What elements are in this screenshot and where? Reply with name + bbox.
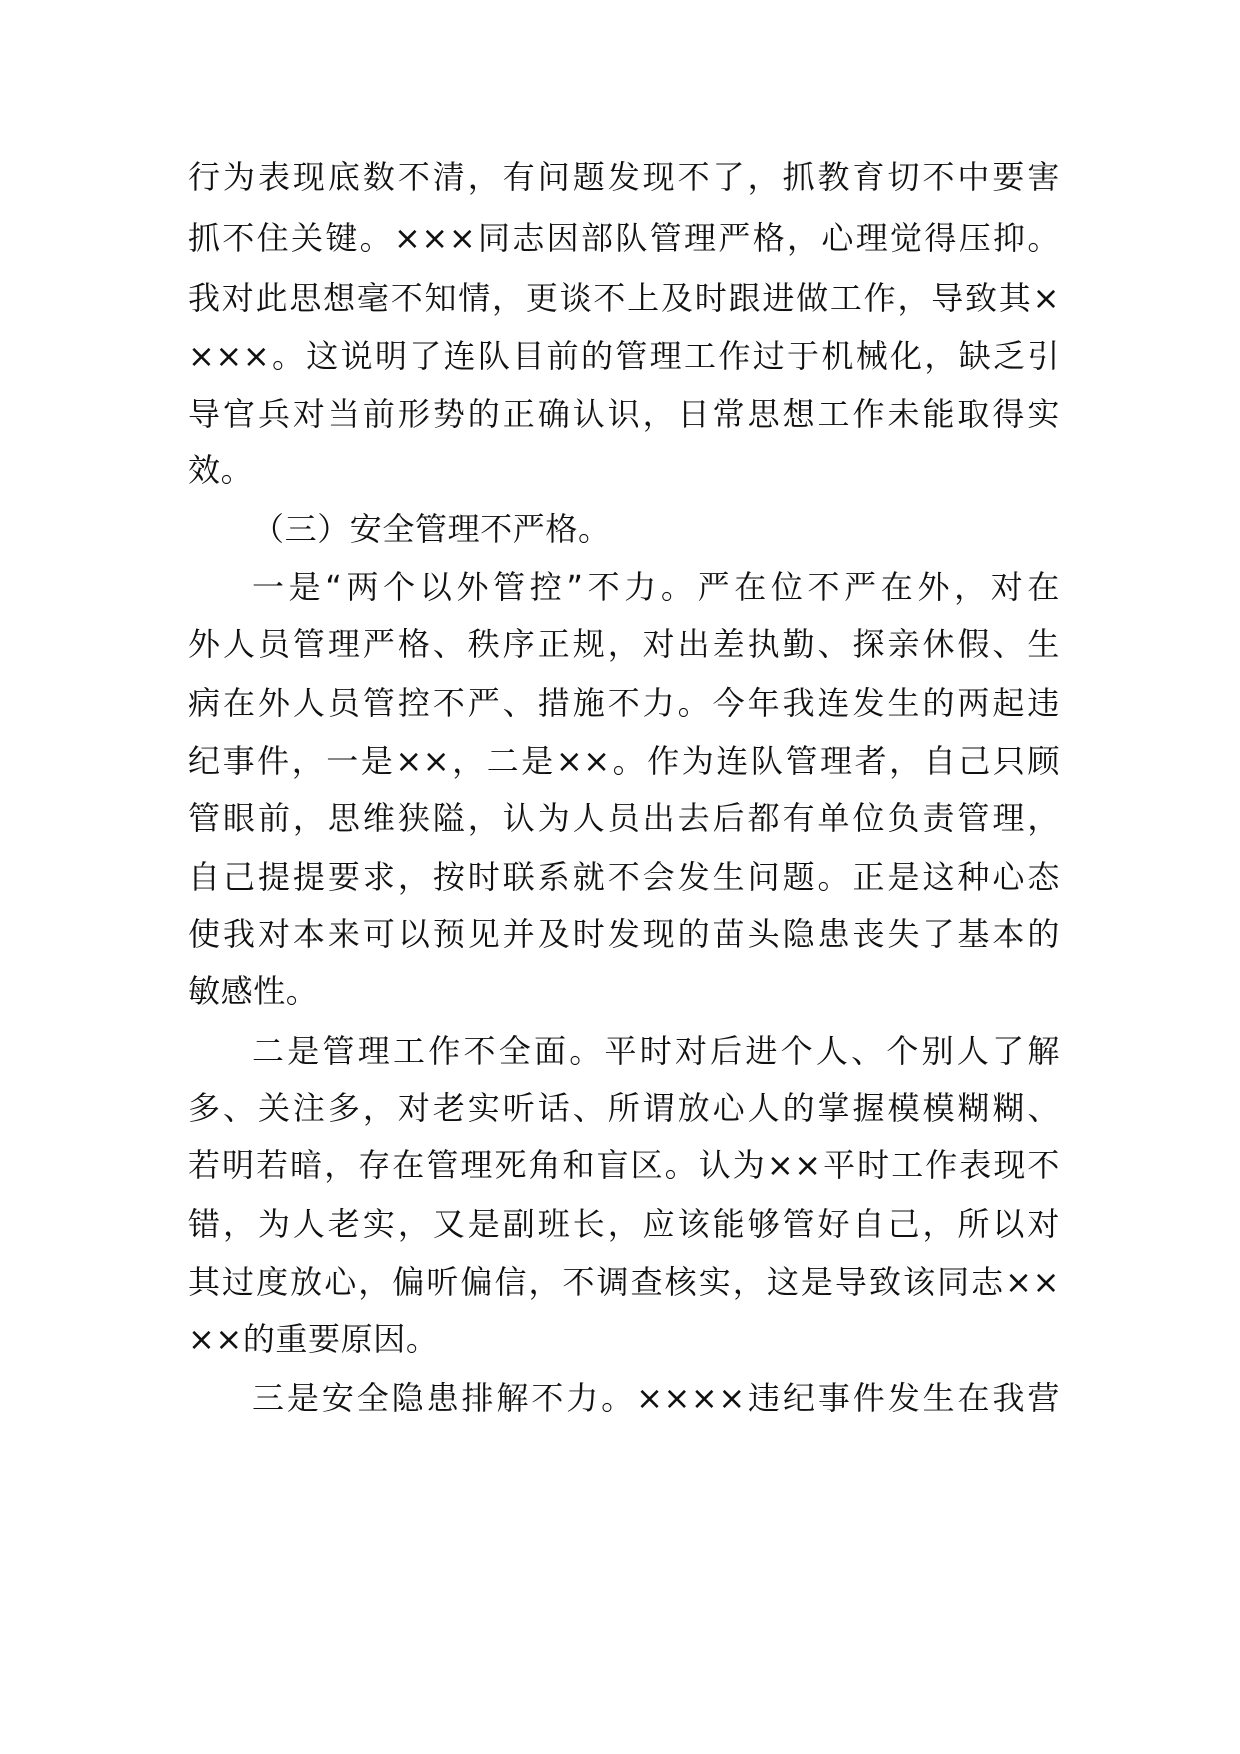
section-heading: （三）安全管理不严格。: [252, 510, 611, 548]
text-line: 多、关注多，对老实听话、所谓放心人的掌握模模糊糊、: [188, 1089, 1060, 1127]
text-line: 我对此思想毫不知情，更谈不上及时跟进做工作，导致其×: [188, 279, 1060, 317]
text-line: 敏感性。: [188, 972, 319, 1010]
text-line: 其过度放心，偏听偏信，不调查核实，这是导致该同志××: [188, 1263, 1060, 1301]
text-line: ××的重要原因。: [188, 1320, 439, 1358]
text-line: 效。: [188, 451, 254, 489]
text-line: 自己提提要求，按时联系就不会发生问题。正是这种心态: [188, 858, 1060, 896]
text-line: 导官兵对当前形势的正确认识，日常思想工作未能取得实: [188, 395, 1060, 433]
text-line: 管眼前，思维狭隘，认为人员出去后都有单位负责管理，: [188, 799, 1060, 837]
text-line: ×××。这说明了连队目前的管理工作过于机械化，缺乏引: [188, 337, 1060, 375]
text-line: 二是管理工作不全面。平时对后进个人、个别人了解: [252, 1032, 1060, 1070]
text-line: 纪事件，一是××，二是××。作为连队管理者，自己只顾: [188, 742, 1060, 780]
text-line: 使我对本来可以预见并及时发现的苗头隐患丧失了基本的: [188, 915, 1060, 953]
text-line: 行为表现底数不清，有问题发现不了，抓教育切不中要害: [188, 158, 1060, 196]
text-line: 病在外人员管控不严、措施不力。今年我连发生的两起违: [188, 684, 1060, 722]
text-line: 一是“两个以外管控”不力。严在位不严在外，对在: [252, 568, 1060, 606]
text-line: 三是安全隐患排解不力。××××违纪事件发生在我营: [252, 1379, 1060, 1417]
text-line: 抓不住关键。×××同志因部队管理严格，心理觉得压抑。: [188, 219, 1060, 257]
text-line: 若明若暗，存在管理死角和盲区。认为××平时工作表现不: [188, 1146, 1060, 1184]
text-line: 外人员管理严格、秩序正规，对出差执勤、探亲休假、生: [188, 625, 1060, 663]
text-line: 错，为人老实，又是副班长，应该能够管好自己，所以对: [188, 1205, 1060, 1243]
